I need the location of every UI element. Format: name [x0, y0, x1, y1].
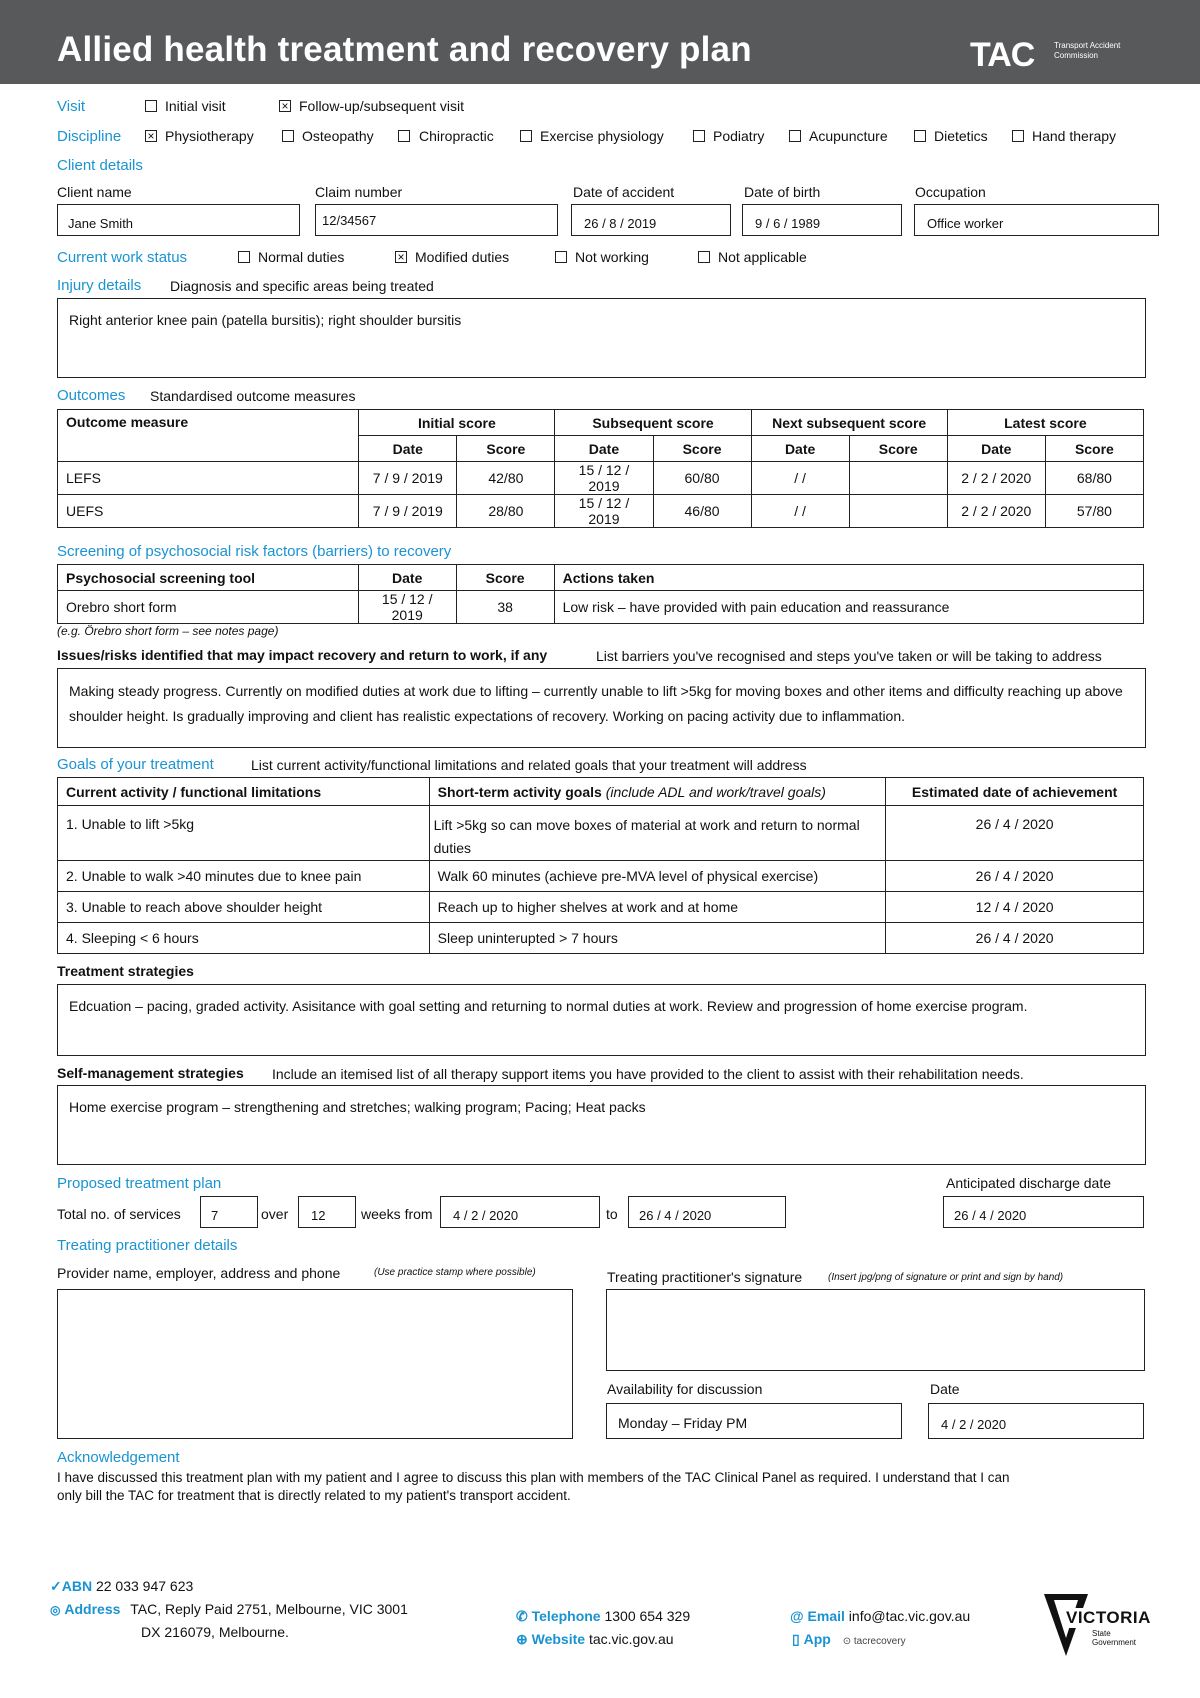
- discharge-date-field[interactable]: 26 / 4 / 2020: [943, 1196, 1144, 1228]
- table-row: [58, 923, 1144, 954]
- treatment-plan-label: Proposed treatment plan: [57, 1175, 222, 1192]
- table-row: [58, 806, 1144, 861]
- goals-table: [57, 777, 1144, 954]
- date-of-accident-field[interactable]: 26 / 8 / 2019: [571, 204, 731, 236]
- self-management-hint: Include an itemised list of all therapy support items you have provided to the client to assist with their rehabilitation needs.: [272, 1066, 1024, 1082]
- date-of-accident-label: Date of accident: [573, 184, 675, 200]
- col-date: Date: [359, 436, 457, 462]
- estimated-date-cell[interactable]: 26 / 4 / 2020: [886, 923, 1144, 954]
- check-icon: ✓: [50, 1578, 62, 1594]
- date-cell[interactable]: 7 / 9 / 2019: [359, 495, 457, 528]
- screening-tool-cell[interactable]: Orebro short form: [58, 591, 359, 624]
- col-subsequent-score: Subsequent score: [555, 410, 751, 436]
- table-row: [58, 861, 1144, 892]
- weeks-from-label: weeks from: [361, 1206, 433, 1222]
- initial-visit-label: Initial visit: [165, 98, 226, 114]
- injury-details-label: Injury details: [57, 277, 142, 294]
- col-score: Score: [653, 436, 751, 462]
- footer-website: ⊕ Website tac.vic.gov.au: [516, 1631, 674, 1647]
- footer-telephone: ✆ Telephone 1300 654 329: [516, 1608, 691, 1624]
- to-label: to: [606, 1206, 618, 1222]
- provider-label: Provider name, employer, address and phone: [57, 1265, 341, 1281]
- goal-cell[interactable]: Sleep uninterupted > 7 hours: [429, 923, 886, 954]
- checkbox-initial-visit[interactable]: [145, 100, 157, 112]
- limitation-cell[interactable]: 1. Unable to lift >5kg: [58, 806, 430, 861]
- injury-details-field[interactable]: Right anterior knee pain (patella bursitis); right shoulder bursitis: [57, 298, 1146, 378]
- score-cell[interactable]: 57/80: [1045, 495, 1143, 528]
- page-title: Allied health treatment and recovery plan: [57, 30, 752, 69]
- col-estimated-date: Estimated date of achievement: [886, 778, 1144, 806]
- claim-number-field[interactable]: 12/34567: [315, 204, 558, 236]
- claim-number-label: Claim number: [315, 184, 403, 200]
- app-logo[interactable]: ⊙ tacrecovery: [842, 1636, 906, 1647]
- outcomes-table: [57, 409, 1144, 528]
- discharge-date-label: Anticipated discharge date: [946, 1175, 1111, 1191]
- osteopathy-label: Osteopathy: [302, 128, 374, 144]
- modified-duties-label: Modified duties: [415, 249, 510, 265]
- score-cell[interactable]: 60/80: [653, 462, 751, 495]
- col-functional-limitations: Current activity / functional limitations: [58, 778, 430, 806]
- score-cell[interactable]: 28/80: [457, 495, 555, 528]
- col-date: Date: [947, 436, 1045, 462]
- checkbox-acupuncture[interactable]: [789, 130, 801, 142]
- score-cell[interactable]: 42/80: [457, 462, 555, 495]
- goals-label: Goals of your treatment: [57, 756, 214, 773]
- col-date: Date: [358, 565, 456, 591]
- email-icon: @: [790, 1608, 804, 1624]
- outcome-measure-cell[interactable]: UEFS: [58, 495, 359, 528]
- plan-to-date-field[interactable]: 26 / 4 / 2020: [628, 1196, 786, 1228]
- estimated-date-cell[interactable]: 26 / 4 / 2020: [886, 861, 1144, 892]
- exercise-physiology-label: Exercise physiology: [540, 128, 664, 144]
- mobile-icon: ▯: [792, 1631, 800, 1647]
- col-next-subsequent-score: Next subsequent score: [751, 410, 947, 436]
- col-outcome-measure: Outcome measure: [58, 410, 359, 462]
- estimated-date-cell[interactable]: 26 / 4 / 2020: [886, 806, 1144, 861]
- treatment-strategies-field[interactable]: Edcuation – pacing, graded activity. Asisitance with goal setting and returning to normal duties at work. Review and progression of home exercise program.: [57, 984, 1146, 1056]
- acknowledgement-line-1: I have discussed this treatment plan with my patient and I agree to discuss this plan with members of the TAC Clinical Panel as required. I understand that I can: [57, 1470, 1010, 1485]
- col-score: Score: [1045, 436, 1143, 462]
- issues-field[interactable]: Making steady progress. Currently on modified duties at work due to lifting – currently unable to lift >5kg for moving boxes and other items and difficulty reaching up above shoulder height. Is gradually improving and client has realistic expectations of recovery. Working on pacing activity due to inflammation.: [57, 668, 1146, 748]
- acupuncture-label: Acupuncture: [809, 128, 888, 144]
- col-screening-tool: Psychosocial screening tool: [58, 565, 359, 591]
- goals-hint: List current activity/functional limitations and related goals that your treatment will address: [251, 757, 807, 773]
- physiotherapy-label: Physiotherapy: [165, 128, 254, 144]
- date-cell[interactable]: 15 / 12 / 2019: [555, 462, 653, 495]
- col-short-term-goals: Short-term activity goals (include ADL and work/travel goals): [429, 778, 886, 806]
- score-cell[interactable]: 38: [456, 591, 554, 624]
- chiropractic-label: Chiropractic: [419, 128, 494, 144]
- footer-email: @ Email info@tac.vic.gov.au: [790, 1608, 971, 1624]
- over-label: over: [261, 1206, 289, 1222]
- self-management-label: Self-management strategies: [57, 1065, 244, 1081]
- date-cell[interactable]: 15 / 12 / 2019: [555, 495, 653, 528]
- checkbox-exercise-physiology[interactable]: [520, 130, 532, 142]
- psychosocial-table: [57, 564, 1144, 624]
- date-cell[interactable]: / /: [751, 462, 849, 495]
- treatment-strategies-label: Treatment strategies: [57, 963, 194, 979]
- psychosocial-label: Screening of psychosocial risk factors (barriers) to recovery: [57, 543, 452, 560]
- client-name-field[interactable]: Jane Smith: [57, 204, 300, 236]
- col-score: Score: [457, 436, 555, 462]
- date-label: Date: [930, 1381, 960, 1397]
- outcomes-label: Outcomes: [57, 387, 126, 404]
- col-actions-taken: Actions taken: [554, 565, 1143, 591]
- hand-therapy-label: Hand therapy: [1032, 128, 1117, 144]
- checkbox-modified-duties[interactable]: ×: [395, 251, 407, 263]
- col-date: Date: [555, 436, 653, 462]
- checkbox-chiropractic[interactable]: [398, 130, 410, 142]
- table-row: [58, 892, 1144, 923]
- practitioner-details-label: Treating practitioner details: [57, 1237, 238, 1254]
- not-applicable-label: Not applicable: [718, 249, 807, 265]
- availability-field[interactable]: Monday – Friday PM: [606, 1403, 902, 1439]
- score-cell[interactable]: 46/80: [653, 495, 751, 528]
- date-cell[interactable]: 2 / 2 / 2020: [947, 495, 1045, 528]
- score-cell[interactable]: 68/80: [1045, 462, 1143, 495]
- date-of-birth-label: Date of birth: [744, 184, 821, 200]
- date-of-birth-field[interactable]: 9 / 6 / 1989: [742, 204, 902, 236]
- client-name-label: Client name: [57, 184, 132, 200]
- discipline-label: Discipline: [57, 128, 122, 145]
- injury-details-hint: Diagnosis and specific areas being treated: [170, 278, 434, 294]
- checkbox-hand-therapy[interactable]: [1012, 130, 1024, 142]
- self-management-field[interactable]: Home exercise program – strengthening and stretches; walking program; Pacing; Heat packs: [57, 1085, 1146, 1165]
- work-status-label: Current work status: [57, 249, 188, 266]
- checkbox-normal-duties[interactable]: [238, 251, 250, 263]
- signature-label: Treating practitioner's signature: [607, 1269, 803, 1285]
- limitation-cell[interactable]: 3. Unable to reach above shoulder height: [58, 892, 430, 923]
- table-row: [58, 462, 1144, 495]
- visit-label: Visit: [57, 98, 86, 115]
- page-header: Allied health treatment and recovery plan TAC Transport Accident Commission: [0, 0, 1200, 84]
- goal-cell[interactable]: Lift >5kg so can move boxes of material at work and return to normal duties: [429, 806, 886, 861]
- goal-cell[interactable]: Reach up to higher shelves at work and at home: [429, 892, 886, 923]
- weeks-field[interactable]: 12: [298, 1196, 356, 1228]
- date-cell[interactable]: 15 / 12 / 2019: [358, 591, 456, 624]
- location-pin-icon: ◎: [50, 1603, 61, 1617]
- availability-label: Availability for discussion: [607, 1381, 763, 1397]
- actions-taken-cell[interactable]: Low risk – have provided with pain education and reassurance: [554, 591, 1143, 624]
- limitation-cell[interactable]: 2. Unable to walk >40 minutes due to knee pain: [58, 861, 430, 892]
- signature-note: (Insert jpg/png of signature or print and sign by hand): [828, 1272, 1064, 1283]
- checkbox-dietetics[interactable]: [914, 130, 926, 142]
- acknowledgement-label: Acknowledgement: [57, 1449, 180, 1466]
- plan-from-date-field[interactable]: 4 / 2 / 2020: [440, 1196, 600, 1228]
- checkbox-follow-up-visit[interactable]: ×: [279, 100, 291, 112]
- normal-duties-label: Normal duties: [258, 249, 345, 265]
- footer-app: ▯ App ⊙ tacrecovery: [792, 1631, 906, 1647]
- checkbox-physiotherapy[interactable]: ×: [145, 130, 157, 142]
- footer-address: ◎ Address TAC, Reply Paid 2751, Melbourne, VIC 3001: [50, 1601, 408, 1617]
- outcomes-hint: Standardised outcome measures: [150, 388, 356, 404]
- goal-cell[interactable]: Walk 60 minutes (achieve pre-MVA level of physical exercise): [429, 861, 886, 892]
- issues-hint: List barriers you've recognised and steps you've taken or will be taking to address: [596, 648, 1102, 664]
- footer-abn: ✓ABN 22 033 947 623: [50, 1578, 194, 1594]
- table-row: [58, 495, 1144, 528]
- occupation-field[interactable]: Office worker: [914, 204, 1159, 236]
- acknowledgement-line-2: only bill the TAC for treatment that is directly related to my patient's transport accident.: [57, 1488, 571, 1503]
- psychosocial-note: (e.g. Örebro short form – see notes page): [57, 624, 279, 638]
- table-row: [58, 591, 1144, 624]
- issues-label: Issues/risks identified that may impact recovery and return to work, if any: [57, 647, 548, 663]
- score-cell[interactable]: [849, 495, 947, 528]
- date-cell[interactable]: 7 / 9 / 2019: [359, 462, 457, 495]
- victoria-government-logo: VICTORIA State Government: [1044, 1594, 1154, 1661]
- podiatry-label: Podiatry: [713, 128, 765, 144]
- footer-address-dx: DX 216079, Melbourne.: [141, 1624, 289, 1640]
- practitioner-date-field[interactable]: 4 / 2 / 2020: [928, 1403, 1144, 1439]
- total-services-field[interactable]: 7: [200, 1196, 258, 1228]
- col-score: Score: [849, 436, 947, 462]
- col-date: Date: [751, 436, 849, 462]
- checkbox-not-applicable[interactable]: [698, 251, 710, 263]
- signature-field[interactable]: [606, 1289, 1145, 1371]
- dietetics-label: Dietetics: [934, 128, 988, 144]
- client-details-heading: Client details: [57, 157, 143, 174]
- phone-icon: ✆: [516, 1608, 528, 1624]
- follow-up-visit-label: Follow-up/subsequent visit: [299, 98, 464, 114]
- estimated-date-cell[interactable]: 12 / 4 / 2020: [886, 892, 1144, 923]
- globe-icon: ⊕: [516, 1631, 528, 1647]
- score-cell[interactable]: [849, 462, 947, 495]
- not-working-label: Not working: [575, 249, 649, 265]
- outcome-measure-cell[interactable]: LEFS: [58, 462, 359, 495]
- date-cell[interactable]: 2 / 2 / 2020: [947, 462, 1045, 495]
- provider-note: (Use practice stamp where possible): [374, 1267, 536, 1278]
- occupation-label: Occupation: [915, 184, 986, 200]
- checkbox-osteopathy[interactable]: [282, 130, 294, 142]
- col-latest-score: Latest score: [947, 410, 1143, 436]
- checkbox-podiatry[interactable]: [693, 130, 705, 142]
- col-initial-score: Initial score: [359, 410, 555, 436]
- checkbox-not-working[interactable]: [555, 251, 567, 263]
- date-cell[interactable]: / /: [751, 495, 849, 528]
- col-score: Score: [456, 565, 554, 591]
- provider-details-field[interactable]: [57, 1289, 573, 1439]
- total-services-label: Total no. of services: [57, 1206, 181, 1222]
- limitation-cell[interactable]: 4. Sleeping < 6 hours: [58, 923, 430, 954]
